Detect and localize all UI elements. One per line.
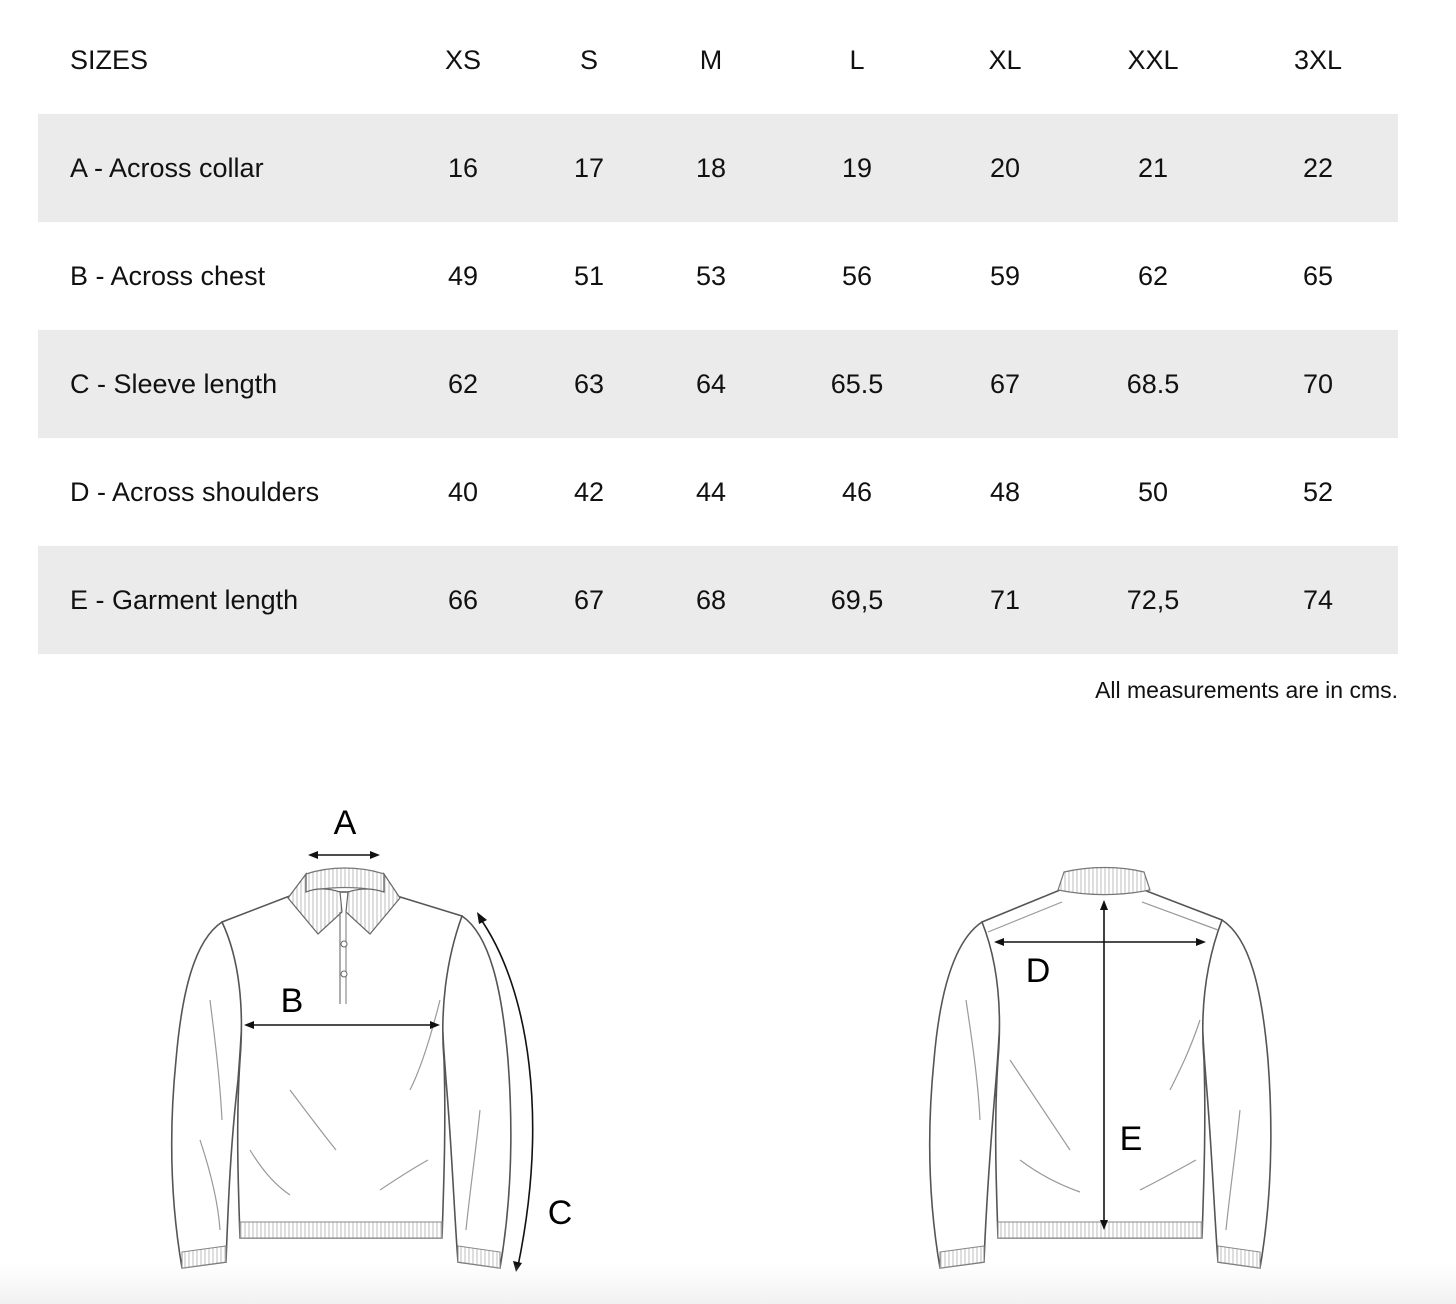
header-sizes: SIZES <box>70 45 149 75</box>
cell-value: 22 <box>1302 153 1334 183</box>
label-c: C <box>547 1194 573 1232</box>
cell-value: 64 <box>695 369 727 399</box>
cell-value: 40 <box>447 477 479 507</box>
cell-value: 70 <box>1302 369 1334 399</box>
front-garment-illustration <box>172 868 511 1268</box>
back-garment-illustration <box>930 868 1271 1269</box>
cell-value: 53 <box>695 261 727 291</box>
cell-value: 65.5 <box>830 369 884 399</box>
cell-value: 65 <box>1302 261 1334 291</box>
row-label: B - Across chest <box>70 261 266 291</box>
row-label: E - Garment length <box>70 585 299 615</box>
cell-value: 19 <box>841 153 873 183</box>
row-label: D - Across shoulders <box>70 477 320 507</box>
cell-value: 74 <box>1302 585 1334 615</box>
cell-value: 18 <box>695 153 727 183</box>
cell-value: 62 <box>1137 261 1169 291</box>
header-size-s: S <box>579 45 599 75</box>
cell-value: 46 <box>841 477 873 507</box>
header-size-xxl: XXL <box>1127 45 1179 75</box>
cell-value: 69,5 <box>830 585 884 615</box>
label-e: E <box>1119 1120 1143 1158</box>
collar-width-arrow <box>308 851 380 859</box>
cell-value: 68.5 <box>1126 369 1180 399</box>
cell-value: 48 <box>989 477 1021 507</box>
cell-value: 52 <box>1302 477 1334 507</box>
row-label: C - Sleeve length <box>70 369 278 399</box>
cell-value: 16 <box>447 153 479 183</box>
cell-value: 59 <box>989 261 1021 291</box>
cell-value: 71 <box>989 585 1021 615</box>
cell-value: 51 <box>573 261 605 291</box>
header-size-xl: XL <box>988 45 1022 75</box>
cell-value: 67 <box>573 585 605 615</box>
cell-value: 49 <box>447 261 479 291</box>
cell-value: 17 <box>573 153 605 183</box>
units-note: All measurements are in cms. <box>1095 677 1398 703</box>
cell-value: 63 <box>573 369 605 399</box>
label-a: A <box>333 804 357 842</box>
header-size-m: M <box>699 45 723 75</box>
cell-value: 20 <box>989 153 1021 183</box>
label-d: D <box>1025 952 1051 990</box>
cell-value: 44 <box>695 477 727 507</box>
cell-value: 56 <box>841 261 873 291</box>
cell-value: 50 <box>1137 477 1169 507</box>
header-size-l: L <box>849 45 865 75</box>
label-b: B <box>280 982 304 1020</box>
cell-value: 21 <box>1137 153 1169 183</box>
cell-value: 42 <box>573 477 605 507</box>
cell-value: 67 <box>989 369 1021 399</box>
cell-value: 72,5 <box>1126 585 1180 615</box>
cell-value: 66 <box>447 585 479 615</box>
row-label: A - Across collar <box>70 153 264 183</box>
page-bottom-fade <box>0 1264 1456 1304</box>
cell-value: 68 <box>695 585 727 615</box>
header-size-xs: XS <box>444 45 482 75</box>
header-size-3xl: 3XL <box>1293 45 1343 75</box>
cell-value: 62 <box>447 369 479 399</box>
